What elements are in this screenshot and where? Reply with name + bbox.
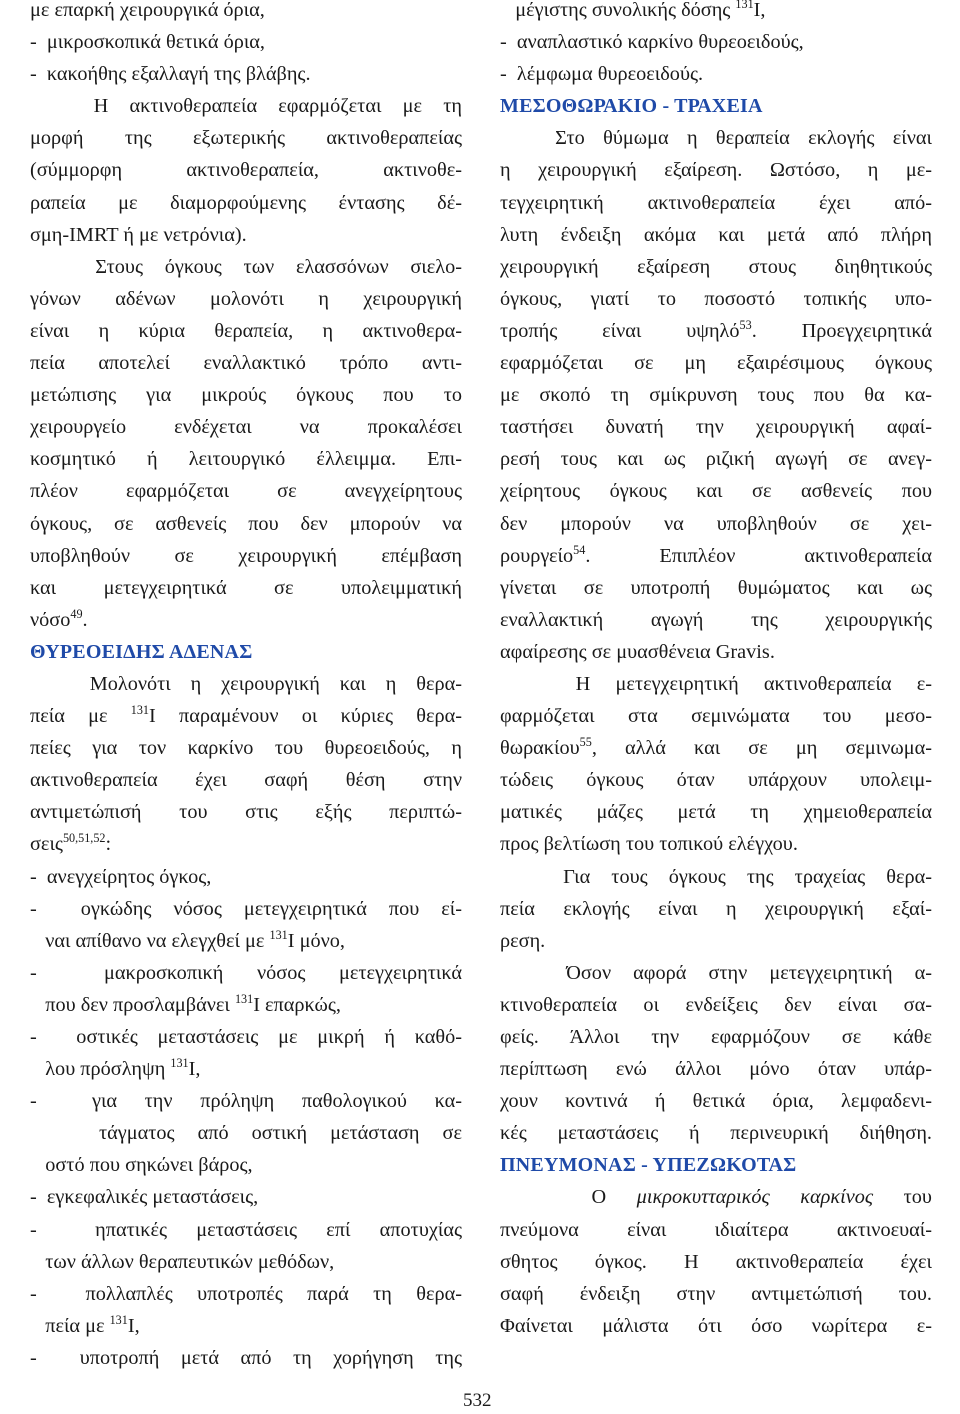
text-line	[500, 636, 932, 668]
line-text: γόνων αδένων μολονότι η χειρουργική	[30, 287, 462, 310]
line-text-continued: :	[105, 833, 112, 856]
line-text: δεν μπορούν να υποβληθούν σε χει-	[500, 512, 932, 535]
text-line	[500, 1246, 932, 1278]
text-line	[30, 732, 462, 764]
text-line	[30, 443, 462, 475]
text-line	[30, 122, 462, 154]
text-line	[500, 443, 932, 475]
text-line	[30, 1181, 462, 1213]
text-line	[500, 828, 932, 860]
line-text: τεγχειρητική ακτινοθεραπεία έχει από-	[500, 191, 932, 214]
text-line	[30, 508, 462, 540]
line-text-continued: I,	[753, 0, 766, 21]
page-number: 532	[463, 1390, 492, 1411]
text-line	[500, 122, 932, 154]
text-line	[30, 957, 462, 989]
line-text: των άλλων θεραπευτικών μεθόδων,	[30, 1250, 335, 1273]
line-text: πλέον εφαρμόζεται σε ανεγχείρητους	[30, 480, 462, 503]
line-text: σαφή ένδειξη στην αντιμετώπισή του.	[500, 1282, 932, 1305]
line-text: Στο θύμωμα η θεραπεία εκλογής είναι	[500, 127, 932, 150]
line-text: ΠΝΕΥΜΟΝΑΣ - ΥΠΕΖΩΚΟΤΑΣ	[500, 1154, 797, 1177]
text-line	[30, 1021, 462, 1053]
text-line	[30, 989, 462, 1021]
line-text: πείες για τον καρκίνο του θυρεοειδούς, η	[30, 737, 462, 760]
text-line	[30, 796, 462, 828]
line-text: - ογκώδης νόσος μετεγχειρητικά που εί-	[30, 897, 462, 920]
line-text-continued: I,	[127, 1314, 140, 1337]
superscript-reference: 131	[269, 927, 288, 942]
text-line	[500, 1181, 932, 1213]
text-line	[30, 0, 462, 26]
line-text: Η ακτινοθεραπεία εφαρμόζεται με τη	[30, 95, 462, 118]
line-text: περίπτωση ενώ άλλοι μόνο όταν υπάρ-	[500, 1058, 932, 1081]
right-text-column	[500, 0, 932, 1342]
line-text: μέγιστης συνολικής δόσης	[500, 0, 736, 21]
text-line	[500, 0, 932, 26]
line-text-continued: I,	[188, 1058, 201, 1081]
line-text: αντιμετώπισή του στις εξής περιπτώ-	[30, 801, 462, 824]
line-text: (σύμμορφη ακτινοθεραπεία, ακτινοθε-	[30, 159, 462, 182]
text-line	[30, 187, 462, 219]
superscript-reference: 131	[170, 1056, 189, 1071]
text-line	[30, 1053, 462, 1085]
text-line	[500, 1021, 932, 1053]
line-text: Φαίνεται μάλιστα ότι όσο νωρίτερα ε-	[500, 1314, 932, 1337]
text-line	[500, 347, 932, 379]
text-line	[30, 893, 462, 925]
text-line	[500, 764, 932, 796]
line-text: λυτη ένδειξη ακόμα και μετά από πλήρη	[500, 223, 932, 246]
line-text: Ο	[500, 1186, 637, 1209]
text-line	[30, 1149, 462, 1181]
text-line	[30, 475, 462, 507]
line-text: - εγκεφαλικές μεταστάσεις,	[30, 1186, 259, 1209]
line-text: - μακροσκοπική νόσος μετεγχειρητικά	[30, 961, 462, 984]
superscript-reference: 53	[739, 318, 752, 333]
text-line	[30, 861, 462, 893]
line-text: Η μετεγχειρητική ακτινοθεραπεία ε-	[500, 672, 932, 695]
line-text: γίνεται σε υποτροπή θυμώματος και ως	[500, 576, 932, 599]
line-text-continued: I μόνο,	[287, 929, 345, 952]
text-line	[30, 668, 462, 700]
section-heading	[500, 1149, 932, 1181]
line-text: με επαρκή χειρουργικά όρια,	[30, 0, 265, 21]
line-text: εναλλακτική αγωγή της χειρουργικής	[500, 608, 932, 631]
line-text: χείρητους όγκους και σε ασθενείς που	[500, 480, 932, 503]
line-text: ρεση.	[500, 929, 546, 952]
line-text: ρεσή τους και ως ριζική αγωγή σε ανεγ-	[500, 448, 932, 471]
line-text: προς βελτίωση του τοπικού ελέγχου.	[500, 833, 798, 856]
text-line	[30, 379, 462, 411]
text-line	[500, 187, 932, 219]
line-text: εφαρμόζεται σε μη εξαιρέσιμους όγκους	[500, 352, 932, 375]
text-line	[500, 1085, 932, 1117]
line-text: ΜΕΣΟΘΩΡΑΚΙΟ - ΤΡΑΧΕΙΑ	[500, 95, 763, 118]
line-text: σεις	[30, 833, 63, 856]
line-text: - υποτροπή μετά από τη χορήγηση της	[30, 1346, 462, 1369]
text-line	[30, 58, 462, 90]
line-text-continued: I επαρκώς,	[253, 993, 342, 1016]
line-text: - λέμφωμα θυρεοειδούς.	[500, 63, 704, 86]
text-line	[500, 796, 932, 828]
text-line	[500, 475, 932, 507]
superscript-reference: 50,51,52	[62, 831, 106, 846]
line-text: σμη-IMRT ή με νετρόνια).	[30, 223, 247, 246]
text-line	[500, 893, 932, 925]
line-text: κοσμητικό ή λειτουργικό έλλειμμα. Επι-	[30, 448, 462, 471]
line-text: - μικροσκοπικά θετικά όρια,	[30, 31, 265, 54]
line-text: - οστικές μεταστάσεις με μικρή ή καθό-	[30, 1026, 462, 1048]
line-text: ακτινοθεραπεία έχει σαφή θέση στην	[30, 769, 462, 792]
line-text: χουν κοντινά ή θετικά όρια, λεμφαδενι-	[500, 1090, 932, 1113]
line-text: πνεύμονα είναι ιδιαίτερα ακτινοευαί-	[500, 1218, 932, 1241]
text-line	[500, 668, 932, 700]
line-text: χειρουργική εξαίρεση στους διηθητικούς	[500, 255, 932, 278]
text-line	[30, 1342, 462, 1374]
line-text: τάγματος από οστική μετάσταση σε	[30, 1122, 462, 1145]
line-text: ρουργείο	[500, 544, 574, 567]
line-text: υποβληθούν σε χειρουργική επέμβαση	[30, 544, 462, 567]
line-text: λου πρόσληψη	[30, 1058, 171, 1081]
text-line	[30, 1214, 462, 1246]
line-text: με σκοπό τη σμίκρυνση τους που θα κα-	[500, 384, 932, 407]
text-line	[30, 1310, 462, 1342]
text-line	[500, 1278, 932, 1310]
text-line	[500, 1117, 932, 1149]
line-text: θωρακίου	[500, 737, 580, 760]
line-text-continued: , αλλά και σε μη σεμινωμα-	[591, 737, 932, 760]
line-text: τροπής είναι υψηλό	[500, 319, 740, 342]
superscript-reference: 131	[735, 0, 754, 12]
text-line	[500, 540, 932, 572]
line-text: μορφή της εξωτερικής ακτινοθεραπείας	[30, 127, 462, 150]
line-text: Όσον αφορά στην μετεγχειρητική α-	[500, 961, 932, 984]
text-line	[500, 411, 932, 443]
text-line	[30, 90, 462, 122]
text-line	[500, 219, 932, 251]
section-heading	[30, 636, 462, 668]
text-line	[30, 764, 462, 796]
left-text-column	[30, 0, 462, 1374]
text-line	[500, 957, 932, 989]
text-line	[30, 154, 462, 186]
text-line	[500, 58, 932, 90]
line-text-continued: .	[82, 608, 88, 631]
text-line	[30, 283, 462, 315]
text-line	[500, 1214, 932, 1246]
line-text: - πολλαπλές υποτροπές παρά τη θερα-	[30, 1282, 462, 1305]
text-line	[30, 572, 462, 604]
line-text: Για τους όγκους της τραχείας θερα-	[500, 865, 932, 888]
text-line	[30, 828, 462, 860]
text-line	[500, 1053, 932, 1085]
line-text: νόσο	[30, 608, 71, 631]
text-line	[30, 251, 462, 283]
text-line	[500, 700, 932, 732]
superscript-reference: 131	[109, 1312, 128, 1327]
line-text: κές μεταστάσεις ή περινευρική διήθηση.	[500, 1122, 932, 1145]
line-text: - κακοήθης εξαλλαγή της βλάβης.	[30, 63, 311, 86]
text-line	[500, 925, 932, 957]
text-line	[30, 315, 462, 347]
line-text: - ηπατικές μεταστάσεις επί αποτυχίας	[30, 1218, 462, 1241]
text-line	[500, 989, 932, 1021]
line-text: αφαίρεσης σε μυασθένεια Gravis.	[500, 640, 775, 663]
text-line	[30, 219, 462, 251]
line-text: πεία με	[30, 1314, 110, 1337]
line-text: μετώπισης για μικρούς όγκους που το	[30, 384, 462, 407]
superscript-reference: 131	[234, 992, 254, 1006]
line-text: ταστήσει δυνατή την χειρουργική αφαί-	[500, 416, 932, 439]
text-line	[500, 861, 932, 893]
line-text: ματικές μάζες μετά τη χημειοθεραπεία	[500, 801, 932, 824]
line-text: ΘΥΡΕΟΕΙΔΗΣ ΑΔΕΝΑΣ	[30, 640, 253, 663]
line-text: κτινοθεραπεία οι ενδείξεις δεν είναι σα-	[500, 993, 932, 1016]
text-line	[30, 26, 462, 58]
line-text-continued: . Επιπλέον ακτινοθεραπεία	[585, 544, 932, 567]
line-text: ναι απίθανο να ελεγχθεί με	[30, 929, 270, 952]
text-line	[30, 604, 462, 636]
text-line	[30, 411, 462, 443]
line-text-continued: I παραμένουν οι κύριες θερα-	[148, 705, 462, 728]
line-text: ραπεία με διαμορφούμενης έντασης δέ-	[30, 191, 462, 214]
line-text: φαρμόζεται στα σεμινώματα του μεσο-	[500, 705, 932, 728]
text-line	[500, 315, 932, 347]
line-text: πεία εκλογής είναι η χειρουργική εξαί-	[500, 897, 932, 920]
text-line	[500, 604, 932, 636]
superscript-reference: 55	[579, 735, 592, 750]
line-text: τώδεις όγκους όταν υπάρχουν υπολειμ-	[500, 769, 932, 792]
line-text: πεία με	[30, 705, 131, 728]
text-line	[500, 251, 932, 283]
line-text: - αναπλαστικό καρκίνο θυρεοειδούς,	[500, 31, 804, 54]
line-text: σθητος όγκος. Η ακτινοθεραπεία έχει	[500, 1250, 932, 1273]
superscript-reference: 54	[573, 542, 586, 557]
text-line	[30, 347, 462, 379]
text-line	[500, 283, 932, 315]
line-text: η χειρουργική εξαίρεση. Ωστόσο, η με-	[500, 159, 932, 182]
superscript-reference: 49	[70, 606, 83, 621]
text-line	[30, 1085, 462, 1117]
text-line	[500, 154, 932, 186]
line-text-continued: του	[873, 1186, 932, 1209]
line-text: - για την πρόληψη παθολογικού κα-	[30, 1090, 462, 1113]
line-text: χειρουργείο ενδέχεται να προκαλέσει	[30, 416, 462, 439]
text-line	[30, 925, 462, 957]
line-text: Μολονότι η χειρουργική και η θερα-	[30, 672, 462, 695]
line-text: και μετεγχειρητικά σε υπολειμματική	[30, 576, 462, 599]
line-text: - ανεγχείρητος όγκος,	[30, 865, 212, 888]
text-line	[500, 379, 932, 411]
text-line	[500, 26, 932, 58]
text-line	[30, 1246, 462, 1278]
line-text: που δεν προσλαμβάνει	[30, 993, 235, 1016]
section-heading	[500, 90, 932, 122]
line-text: οστό που σηκώνει βάρος,	[30, 1154, 253, 1177]
text-line	[500, 732, 932, 764]
line-text: είναι η κύρια θεραπεία, η ακτινοθερα-	[30, 319, 462, 342]
line-text: πεία αποτελεί εναλλακτικό τρόπο αντι-	[30, 352, 462, 375]
text-line	[30, 700, 462, 732]
text-line	[30, 1278, 462, 1310]
text-line	[30, 1117, 462, 1149]
text-line	[500, 1310, 932, 1342]
line-text: όγκους, σε ασθενείς που δεν μπορούν να	[30, 512, 462, 535]
text-line	[30, 540, 462, 572]
line-text: φείς. Άλλοι την εφαρμόζουν σε κάθε	[500, 1026, 932, 1048]
italic-term: μικροκυτταρικός καρκίνος	[636, 1186, 874, 1209]
text-line	[500, 572, 932, 604]
line-text: όγκους, γιατί το ποσοστό τοπικής υπο-	[500, 287, 932, 310]
line-text: Στους όγκους των ελασσόνων σιελο-	[30, 255, 462, 278]
superscript-reference: 131	[130, 703, 149, 718]
line-text-continued: . Προεγχειρητικά	[751, 319, 932, 342]
text-line	[500, 508, 932, 540]
